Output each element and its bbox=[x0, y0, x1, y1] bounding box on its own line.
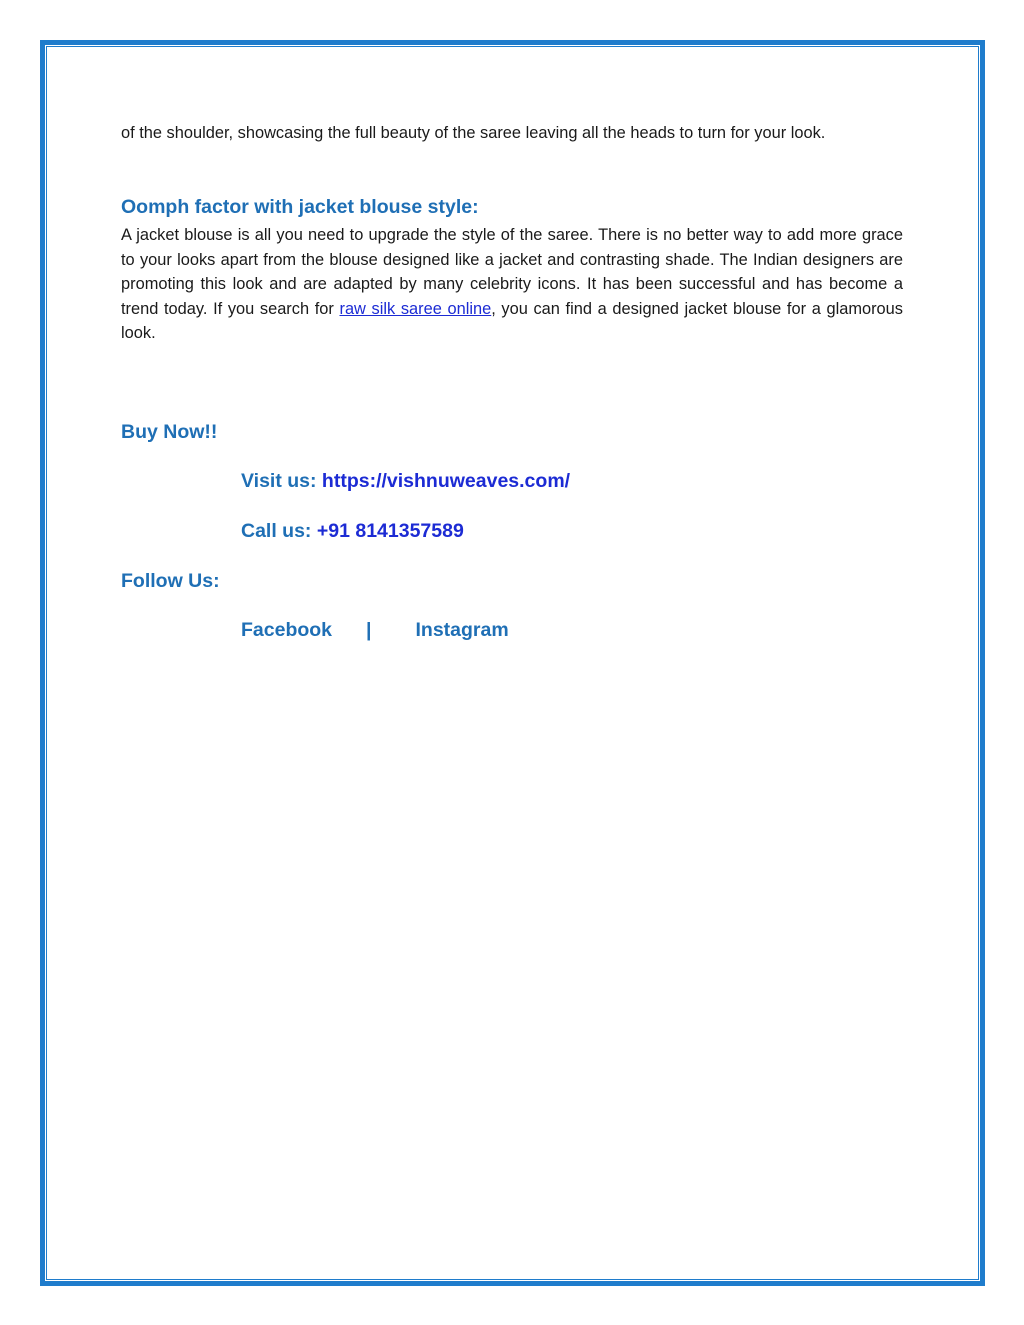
social-separator: | bbox=[366, 619, 372, 641]
jacket-text-after-link: , you can find a designed jacket blouse for a glamorous look. bbox=[121, 299, 903, 343]
social-links-row bbox=[241, 619, 509, 642]
website-link[interactable]: https://vishnuweaves.com/ bbox=[321, 470, 571, 492]
visit-us-label: Visit us: bbox=[241, 470, 322, 492]
follow-us-heading: Follow Us: bbox=[121, 570, 220, 592]
visit-us-line bbox=[241, 470, 570, 493]
jacket-text-before-link: A jacket blouse is all you need to upgrade the style of the saree. There is no better way to add more grace to your looks apart from the blouse designed like a jacket and contrasting shade. The Indian designers are promoting this look and are adapted by many celebrity icons. It has been successful and has become a trend today. If you search for bbox=[121, 226, 903, 318]
buy-now-heading: Buy Now!! bbox=[121, 421, 218, 443]
phone-number-link[interactable]: +91 8141357589 bbox=[316, 520, 464, 542]
intro-paragraph: of the shoulder, showcasing the full beauty of the saree leaving all the heads to turn for your look. bbox=[121, 124, 826, 142]
facebook-link[interactable]: Facebook bbox=[241, 619, 333, 641]
jacket-blouse-paragraph bbox=[121, 223, 903, 346]
instagram-link[interactable]: Instagram bbox=[415, 619, 509, 641]
call-us-label: Call us: bbox=[241, 520, 317, 542]
call-us-line bbox=[241, 520, 464, 543]
raw-silk-saree-link[interactable]: raw silk saree online bbox=[339, 299, 492, 318]
jacket-blouse-heading: Oomph factor with jacket blouse style: bbox=[121, 196, 479, 218]
